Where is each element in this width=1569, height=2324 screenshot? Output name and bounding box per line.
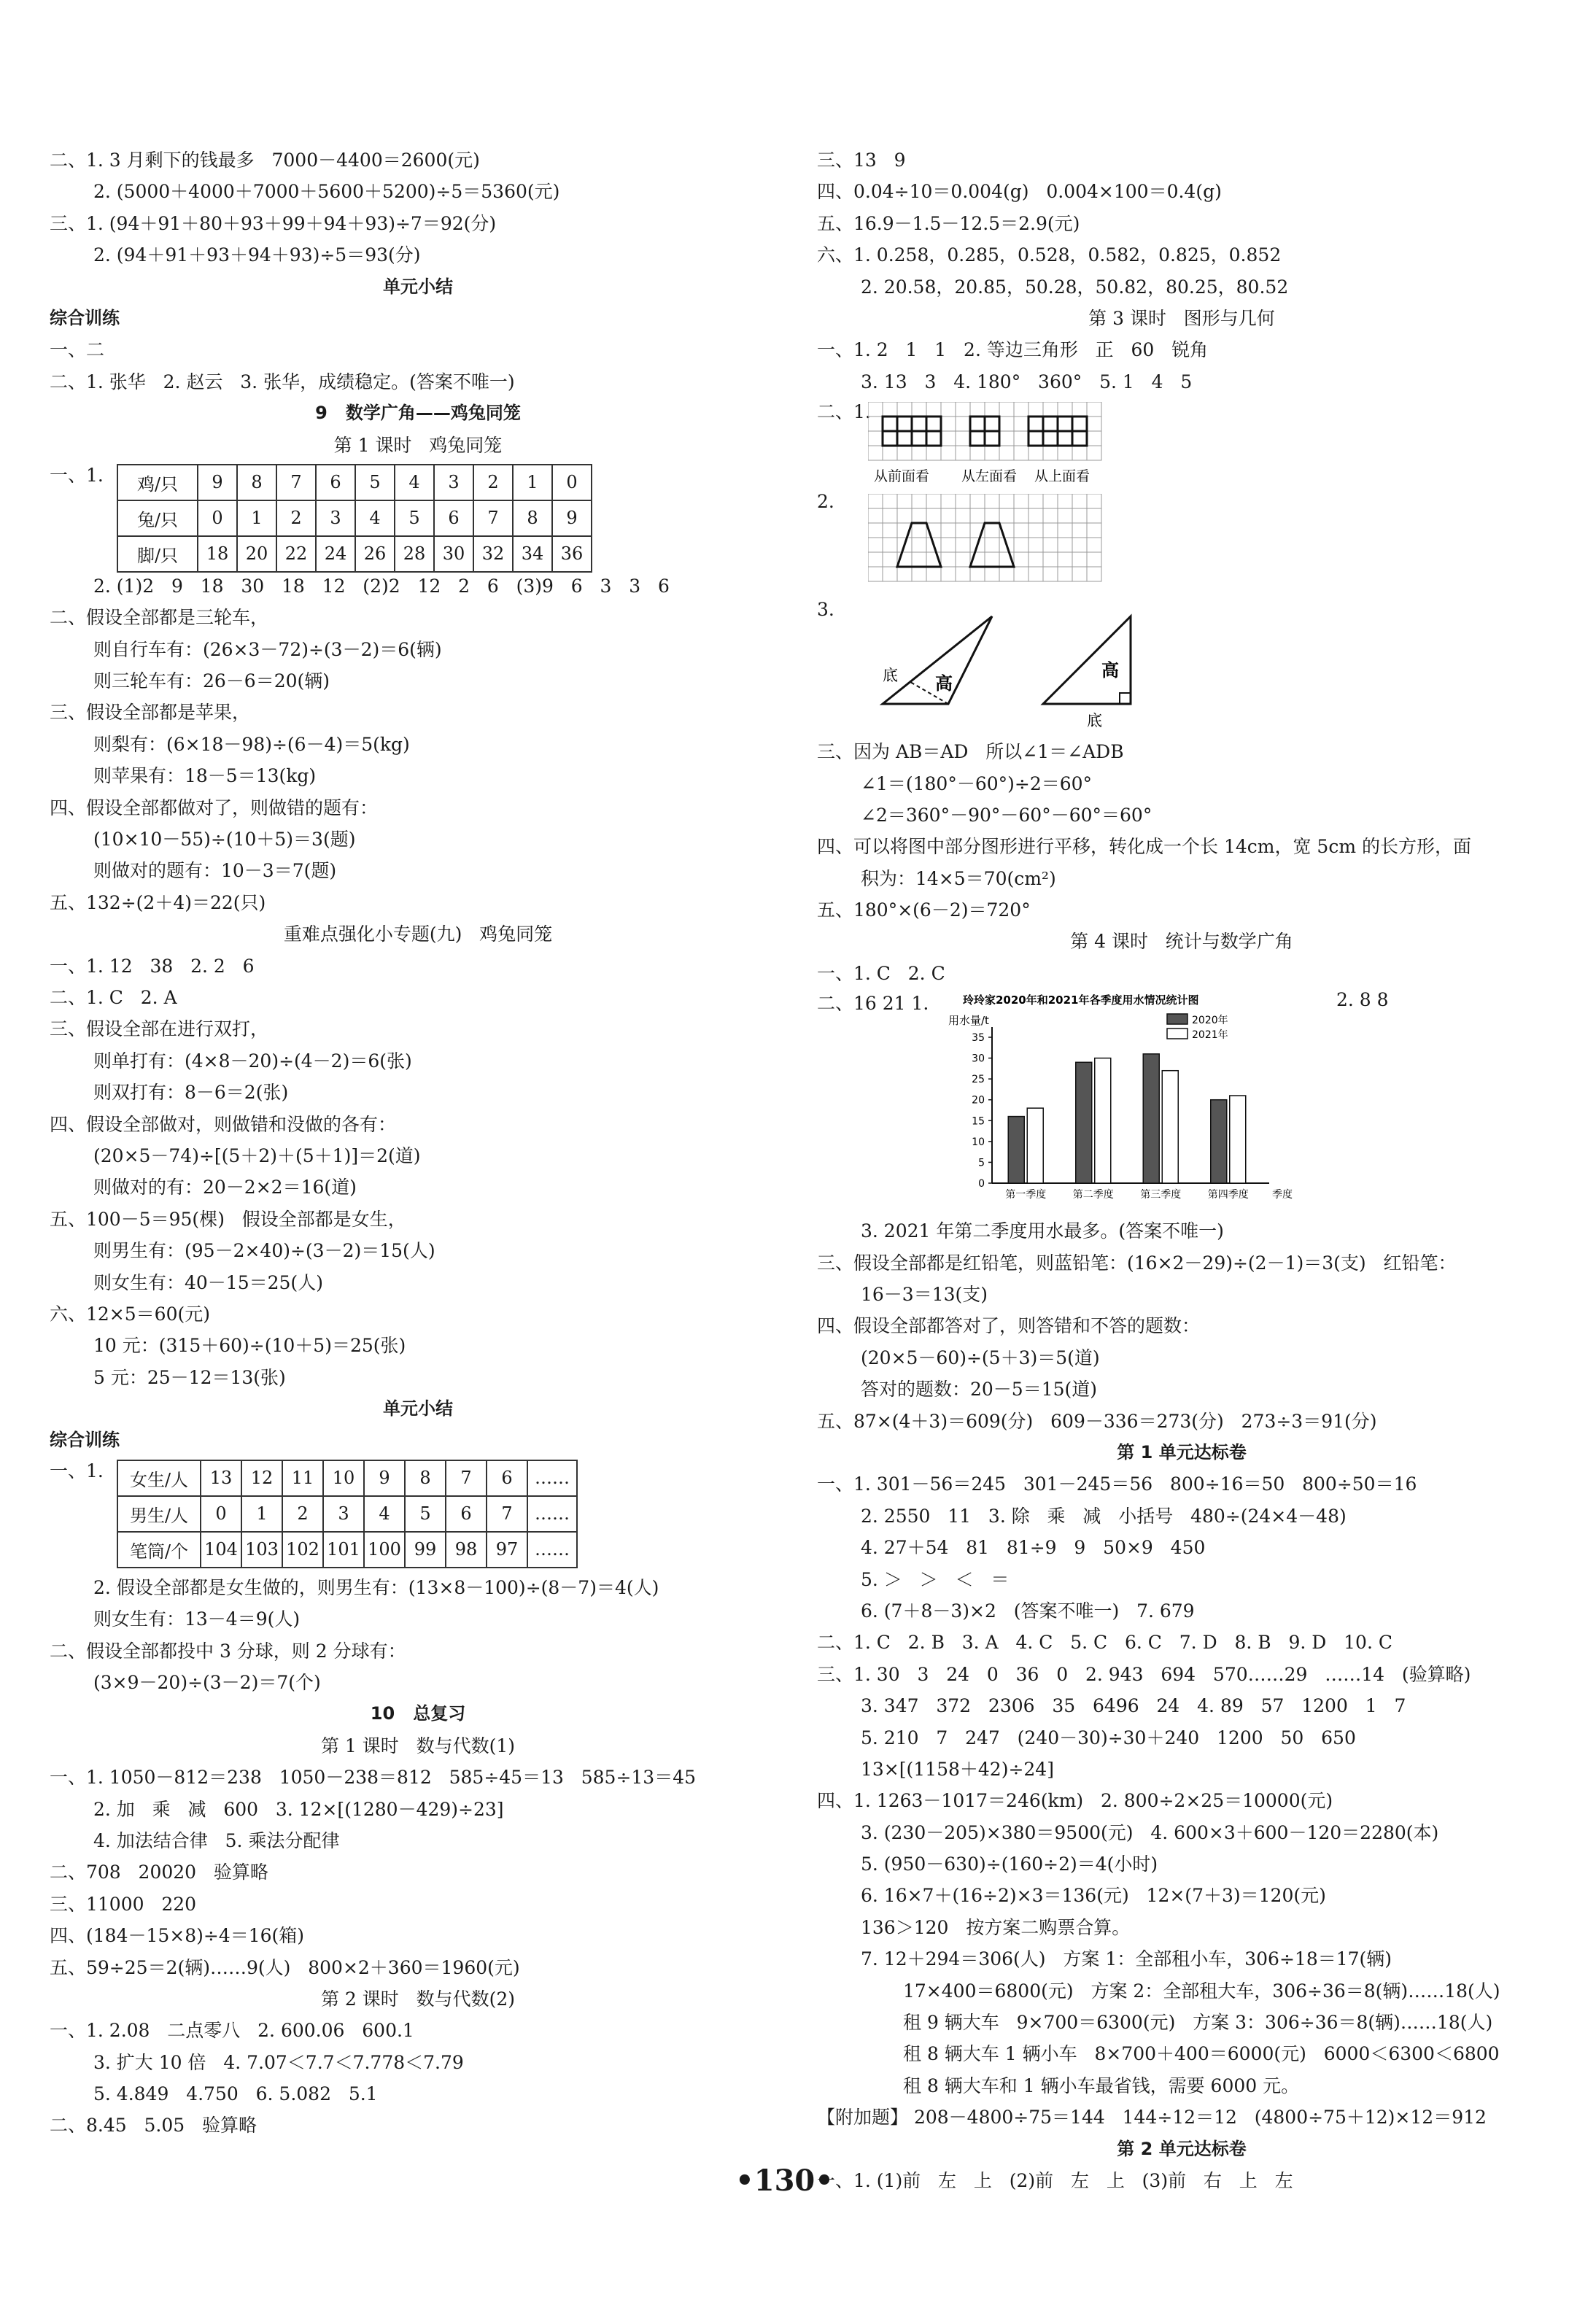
- lesson-heading: 第 4 课时 统计与数学广角: [1070, 931, 1293, 953]
- answer-line: 则梨有：(6×18－98)÷(6－4)＝5(kg): [93, 733, 410, 755]
- table-cell: 102: [282, 1532, 323, 1568]
- table-cell: 7: [446, 1460, 487, 1496]
- table-cell: 12: [241, 1460, 282, 1496]
- table-cell: 9: [364, 1460, 405, 1496]
- table-cell: 6: [434, 500, 473, 536]
- left-column: [50, 144, 786, 2142]
- answer-line: 3. (230－205)×380＝9500(元) 4. 600×3＋600－120＝2280(本): [861, 1821, 1439, 1843]
- answer-line: (10×10－55)÷(10＋5)＝3(题): [93, 829, 356, 851]
- lesson-heading: 重难点强化小专题(九) 鸡兔同笼: [283, 923, 553, 945]
- table-cell: 5: [355, 465, 395, 500]
- table-cell: 4: [355, 500, 395, 536]
- table-row: [117, 1460, 577, 1496]
- answer-line: 136＞120 按方案二购票合算。: [861, 1916, 1131, 1938]
- answer-line: 5. 4.849 4.750 6. 5.082 5.1: [93, 2083, 378, 2105]
- answer-line: 五、16.9－1.5－12.5＝2.9(元): [817, 212, 1080, 234]
- answer-line: 13×[(1158＋42)÷24]: [861, 1758, 1054, 1780]
- chart-block: [817, 989, 1546, 1215]
- chart-bar: [1143, 1054, 1159, 1183]
- answer-line: 二、8.45 5.05 验算略: [50, 2115, 257, 2137]
- table-cell: 26: [355, 536, 395, 572]
- answer-line: 3. 2021 年第二季度用水最多。(答案不唯一): [861, 1220, 1224, 1242]
- table-cell: 2: [473, 465, 513, 500]
- row-header-cell: 脚/只: [117, 536, 198, 572]
- lesson-heading: 第 2 课时 数与代数(2): [320, 1988, 516, 2010]
- answer-line: 五、180°×(6－2)＝720°: [817, 899, 1031, 921]
- table-cell: 11: [282, 1460, 323, 1496]
- chart-bar: [1027, 1108, 1043, 1183]
- answer-line: 四、0.04÷10＝0.004(g) 0.004×100＝0.4(g): [817, 181, 1222, 203]
- table-cell: 1: [513, 465, 552, 500]
- table-cell: 2: [276, 500, 316, 536]
- answer-line: 则男生有：(95－2×40)÷(3－2)＝15(人): [93, 1240, 435, 1262]
- section-heading: 综合训练: [50, 1430, 120, 1451]
- table-cell: 6: [487, 1460, 527, 1496]
- answer-line: 四、1. 1263－1017＝246(km) 2. 800÷2×25＝10000(元): [817, 1790, 1333, 1812]
- answer-line: 三、假设全部在进行双打，: [50, 1018, 269, 1040]
- chart-legend-swatch: [1167, 1029, 1188, 1039]
- answer-line: 则苹果有：18－5＝13(kg): [93, 765, 317, 787]
- table-cell: 104: [201, 1532, 241, 1568]
- chapter-heading: 10 总复习: [370, 1703, 466, 1724]
- chart-bar: [1162, 1071, 1178, 1183]
- chart-y-tick-label: 5: [978, 1157, 985, 1169]
- table-cell: 8: [237, 465, 276, 500]
- chart-y-tick-label: 35: [972, 1032, 985, 1045]
- answer-line: 5. ＞ ＞ ＜ ＝: [861, 1568, 1010, 1590]
- answer-line: 五、87×(4＋3)＝609(分) 609－336＝273(分) 273÷3＝91(分): [817, 1410, 1377, 1432]
- answer-line: 二、假设全部都投中 3 分球，则 2 分球有：: [50, 1640, 406, 1662]
- answer-line: ∠2＝360°－90°－60°－60°＝60°: [861, 804, 1152, 826]
- table-cell: 6: [446, 1496, 487, 1532]
- chart-y-tick-label: 10: [972, 1136, 985, 1149]
- table-cell: 98: [446, 1532, 487, 1568]
- answer-line: 则女生有：40－15＝25(人): [93, 1271, 323, 1293]
- chart-bar: [1076, 1063, 1092, 1184]
- right-angle-mark: [1120, 693, 1131, 704]
- table-row: [117, 500, 592, 536]
- table-cell: 3: [323, 1496, 364, 1532]
- chart-bar: [1008, 1117, 1024, 1183]
- answer-line: ∠1＝(180°－60°)÷2＝60°: [861, 772, 1093, 794]
- chicken-rabbit-table: [117, 464, 592, 573]
- table-cell: 0: [201, 1496, 241, 1532]
- answer-line: 四、假设全部都答对了，则答错和不答的题数：: [817, 1315, 1201, 1337]
- question-label: 一、1.: [50, 1460, 104, 1481]
- answer-line: 2. 加 乘 减 600 3. 12×[(1280－429)÷23]: [93, 1798, 504, 1820]
- table-cell: 7: [473, 500, 513, 536]
- answer-line: 四、假设全部都做对了，则做错的题有：: [50, 797, 379, 818]
- table-cell: 36: [552, 536, 592, 572]
- answer-line: 则女生有：13－4＝9(人): [93, 1608, 301, 1630]
- trapezoid-grid-svg: [868, 494, 1109, 589]
- lesson-heading: 第 1 课时 鸡兔同笼: [333, 434, 503, 456]
- triangle-label: 高: [1101, 660, 1119, 681]
- answer-line: 则三轮车有：26－6＝20(辆): [93, 670, 330, 692]
- chart-legend-label: 2021年: [1192, 1029, 1228, 1042]
- answer-line: 【附加题】 208－4800÷75＝144 144÷12＝12 (4800÷75＋12)×12＝912: [817, 2107, 1487, 2129]
- answer-line: 一、1. 12 38 2. 2 6: [50, 955, 255, 977]
- table-cell: 3: [434, 465, 473, 500]
- chart-xlabel: 季度: [1272, 1189, 1293, 1201]
- answer-line: 一、1. 2 1 1 2. 等边三角形 正 60 锐角: [817, 339, 1209, 361]
- table-cell: 2: [282, 1496, 323, 1532]
- table-cell: 8: [405, 1460, 446, 1496]
- question-label: 2.: [817, 491, 834, 513]
- view-shapes: [883, 417, 1087, 446]
- answer-line: 二、1. C 2. A: [50, 986, 177, 1008]
- table-block: [50, 461, 786, 570]
- answer-line: 四、可以将图中部分图形进行平移，转化成一个长 14cm，宽 5cm 的长方形，面: [817, 836, 1471, 858]
- answer-line: 2. 2550 11 3. 除 乘 减 小括号 480÷(24×4－48): [861, 1505, 1347, 1527]
- table-cell: 103: [241, 1532, 282, 1568]
- answer-line: 二、1. C 2. B 3. A 4. C 5. C 6. C 7. D 8. B 9. D 10. C: [817, 1632, 1392, 1654]
- chart-y-tick-label: 25: [972, 1074, 985, 1086]
- trapezoid-figure: [817, 491, 1546, 599]
- chart-title: 玲玲家2020年和2021年各季度用水情况统计图: [963, 993, 1199, 1007]
- table-cell: ……: [527, 1460, 577, 1496]
- answer-line: 5 元：25－12＝13(张): [93, 1366, 286, 1388]
- answer-line: 四、假设全部做对，则做错和没做的各有：: [50, 1113, 397, 1135]
- students-penholder-table: [117, 1460, 578, 1568]
- table-block: [50, 1457, 786, 1572]
- table-row: [117, 465, 592, 500]
- answer-line: 三、11000 220: [50, 1893, 197, 1915]
- answer-line: 四、(184－15×8)÷4＝16(箱): [50, 1925, 305, 1947]
- answer-line: 二、16 21 1.: [817, 993, 929, 1015]
- table-cell: 24: [316, 536, 355, 572]
- table-cell: 13: [201, 1460, 241, 1496]
- table-cell: 4: [364, 1496, 405, 1532]
- table-cell: 34: [513, 536, 552, 572]
- page-number: •130•: [735, 2164, 834, 2198]
- chart-x-tick-label: 第四季度: [1207, 1189, 1249, 1201]
- answer-line: 租 8 辆大车 1 辆小车 8×700＋400＝6000(元) 6000＜6300＜6800: [903, 2043, 1500, 2065]
- answer-line: 则做对的题有：10－3＝7(题): [93, 860, 337, 882]
- table-row: [117, 536, 592, 572]
- answer-line: (20×5－74)÷[(5＋2)＋(5＋1)]＝2(道): [93, 1144, 421, 1166]
- lesson-heading: 第 1 课时 数与代数(1): [320, 1735, 516, 1756]
- section-heading: 第 2 单元达标卷: [1117, 2138, 1247, 2159]
- table-cell: 18: [198, 536, 237, 572]
- table-cell: 5: [405, 1496, 446, 1532]
- three-views-figure: [817, 398, 1546, 491]
- triangle-label: 底: [1087, 712, 1102, 730]
- answer-line: 二、1. 3 月剩下的钱最多 7000－4400＝2600(元): [50, 150, 480, 171]
- table-cell: 97: [487, 1532, 527, 1568]
- row-header-cell: 笔筒/个: [117, 1532, 201, 1568]
- answer-line: 五、59÷25＝2(辆)……9(人) 800×2＋360＝1960(元): [50, 1956, 520, 1978]
- table-cell: 1: [241, 1496, 282, 1532]
- view-caption-front: 从前面看: [874, 468, 930, 485]
- question-label: 二、1.: [817, 401, 871, 423]
- chart-legend-swatch: [1167, 1014, 1188, 1024]
- table-cell: 7: [276, 465, 316, 500]
- answer-line: 6. 16×7＋(16÷2)×3＝136(元) 12×(7＋3)＝120(元): [861, 1885, 1326, 1907]
- answer-line: 六、12×5＝60(元): [50, 1303, 210, 1325]
- chart-x-tick-label: 第一季度: [1005, 1189, 1047, 1201]
- table-cell: ……: [527, 1532, 577, 1568]
- answer-line: 5. (950－630)÷(160÷2)＝4(小时): [861, 1854, 1158, 1875]
- answer-line: 五、132÷(2＋4)＝22(只): [50, 891, 266, 913]
- answer-line: 16－3＝13(支): [861, 1284, 988, 1306]
- answer-line: 2. (5000＋4000＋7000＋5600＋5200)÷5＝5360(元): [93, 181, 560, 203]
- answer-line: 4. 27＋54 81 81÷9 9 50×9 450: [861, 1537, 1206, 1559]
- chart-bar: [1095, 1058, 1111, 1183]
- answer-line: 3. 13 3 4. 180° 360° 5. 1 4 5: [861, 371, 1193, 392]
- table-cell: 10: [323, 1460, 364, 1496]
- answer-line: 三、1. (94＋91＋80＋93＋99＋94＋93)÷7＝92(分): [50, 212, 497, 234]
- table-cell: 9: [552, 500, 592, 536]
- answer-line: 六、1. 0.258，0.285，0.528，0.582，0.825，0.852: [817, 244, 1282, 266]
- row-header-cell: 男生/人: [117, 1496, 201, 1532]
- answer-line: 二、1. 张华 2. 赵云 3. 张华，成绩稳定。(答案不唯一): [50, 371, 515, 392]
- chart-x-tick-label: 第三季度: [1140, 1189, 1182, 1201]
- answer-line: 则双打有：8－6＝2(张): [93, 1082, 289, 1104]
- triangle-label: 底: [883, 667, 898, 685]
- answer-line: 一、1. C 2. C: [817, 962, 945, 984]
- table-cell: 22: [276, 536, 316, 572]
- table-cell: 0: [552, 465, 592, 500]
- answer-line: 三、因为 AB＝AD 所以∠1＝∠ADB: [817, 741, 1124, 763]
- answer-line: 2. 假设全部都是女生做的，则男生有：(13×8－100)÷(8－7)＝4(人): [93, 1576, 659, 1598]
- answer-line: 三、假设全部都是红铅笔，则蓝铅笔：(16×2－29)÷(2－1)＝3(支) 红铅笔：: [817, 1252, 1457, 1274]
- answer-line: (3×9－20)÷(3－2)＝7(个): [93, 1672, 321, 1694]
- row-header-cell: 兔/只: [117, 500, 198, 536]
- answer-line: 一、1. (1)前 左 上 (2)前 左 上 (3)前 右 上 左: [817, 2169, 1293, 2191]
- table-cell: 1: [237, 500, 276, 536]
- chart-y-tick-label: 0: [978, 1178, 985, 1190]
- lesson-heading: 第 3 课时 图形与几何: [1088, 307, 1275, 329]
- answer-line: 5. 210 7 247 (240－30)÷30＋240 1200 50 650: [861, 1727, 1356, 1748]
- table-cell: 30: [434, 536, 473, 572]
- row-header-cell: 女生/人: [117, 1460, 201, 1496]
- answer-line: 3. 347 372 2306 35 6496 24 4. 89 57 1200 1 7: [861, 1695, 1406, 1717]
- answer-line: 一、1. 301－56＝245 301－245＝56 800÷16＝50 800÷50＝16: [817, 1473, 1417, 1495]
- answer-line: 三、13 9: [817, 150, 906, 171]
- answer-line: 租 9 辆大车 9×700＝6300(元) 方案 3：306÷36＝8(辆)……18(人): [903, 2012, 1493, 2034]
- table-cell: 7: [487, 1496, 527, 1532]
- chart-bar: [1230, 1096, 1246, 1183]
- water-usage-chart: [948, 992, 1328, 1211]
- answer-line: 10 元：(315＋60)÷(10＋5)＝25(张): [93, 1335, 406, 1357]
- answer-line: 2. (1)2 9 18 30 18 12 (2)2 12 2 6 (3)9 6 3 3 6: [93, 575, 670, 597]
- table-cell: 0: [198, 500, 237, 536]
- question-label: 一、1.: [50, 464, 104, 486]
- section-heading: 单元小结: [383, 276, 453, 297]
- chart-y-tick-label: 20: [972, 1094, 985, 1107]
- triangles-svg: [868, 609, 1174, 733]
- chart-legend-label: 2020年: [1192, 1015, 1228, 1027]
- triangle-height-figure: [817, 599, 1546, 736]
- answer-line: 2. 8 8: [1336, 989, 1389, 1011]
- answer-line: 积为：14×5＝70(cm²): [861, 867, 1056, 889]
- question-label: 3.: [817, 599, 834, 621]
- chart-x-tick-label: 第二季度: [1072, 1189, 1114, 1201]
- table-cell: 28: [395, 536, 434, 572]
- view-caption-top: 从上面看: [1034, 468, 1090, 485]
- right-column: [817, 144, 1546, 2196]
- views-grid-svg: [868, 402, 1174, 489]
- answer-line: 五、100－5＝95(棵) 假设全部都是女生，: [50, 1208, 406, 1230]
- table-cell: 4: [395, 465, 434, 500]
- table-cell: 100: [364, 1532, 405, 1568]
- table-cell: 9: [198, 465, 237, 500]
- answer-line: (20×5－60)÷(5＋3)＝5(道): [861, 1347, 1100, 1368]
- table-cell: ……: [527, 1496, 577, 1532]
- answer-line: 则做对的有：20－2×2＝16(道): [93, 1177, 357, 1198]
- answer-line: 2. 20.58，20.85，50.28，50.82，80.25，80.52: [861, 276, 1289, 298]
- table-cell: 8: [513, 500, 552, 536]
- table-cell: 6: [316, 465, 355, 500]
- answer-line: 2. (94＋91＋93＋94＋93)÷5＝93(分): [93, 244, 421, 266]
- section-heading: 第 1 单元达标卷: [1117, 1441, 1247, 1463]
- triangle-label: 高: [935, 673, 953, 694]
- chart-bar: [1211, 1100, 1227, 1183]
- table-row: [117, 1532, 577, 1568]
- answer-line: 三、1. 30 3 24 0 36 0 2. 943 694 570……29 ……14 (验算略): [817, 1663, 1471, 1685]
- answer-line: 3. 扩大 10 倍 4. 7.07＜7.7＜7.778＜7.79: [93, 2051, 464, 2073]
- answer-line: 答对的题数：20－5＝15(道): [861, 1379, 1098, 1401]
- chart-y-tick-label: 30: [972, 1053, 985, 1065]
- answer-line: 6. (7＋8－3)×2 (答案不唯一) 7. 679: [861, 1600, 1195, 1622]
- answer-line: 4. 加法结合律 5. 乘法分配律: [93, 1829, 340, 1851]
- table-cell: 32: [473, 536, 513, 572]
- answer-line: 17×400＝6800(元) 方案 2：全部租大车，306÷36＝8(辆)……18(人): [903, 1980, 1500, 2002]
- section-heading: 综合训练: [50, 307, 120, 328]
- table-cell: 3: [316, 500, 355, 536]
- table-cell: 101: [323, 1532, 364, 1568]
- answer-line: 则自行车有：(26×3－72)÷(3－2)＝6(辆): [93, 638, 442, 660]
- answer-line: 二、708 20020 验算略: [50, 1862, 268, 1883]
- answer-line: 一、二: [50, 339, 105, 361]
- table-cell: 20: [237, 536, 276, 572]
- row-header-cell: 鸡/只: [117, 465, 198, 500]
- grid-background: [868, 494, 1101, 581]
- chart-ylabel: 用水量/t: [948, 1014, 989, 1028]
- answer-line: 一、1. 1050－812＝238 1050－238＝812 585÷45＝13 585÷13＝45: [50, 1767, 697, 1789]
- answer-line: 7. 12＋294＝306(人) 方案 1：全部租小车，306÷18＝17(辆): [861, 1948, 1392, 1970]
- answer-line: 一、1. 2.08 二点零八 2. 600.06 600.1: [50, 2020, 414, 2042]
- answer-line: 二、假设全部都是三轮车，: [50, 607, 269, 629]
- chapter-heading: 9 数学广角——鸡兔同笼: [315, 403, 521, 424]
- answer-line: 则单打有：(4×8－20)÷(4－2)＝6(张): [93, 1050, 412, 1072]
- answer-line: 三、假设全部都是苹果，: [50, 702, 251, 724]
- view-caption-left: 从左面看: [961, 468, 1018, 485]
- section-heading: 单元小结: [383, 1398, 453, 1419]
- table-cell: 5: [395, 500, 434, 536]
- chart-y-tick-label: 15: [972, 1115, 985, 1128]
- table-cell: 99: [405, 1532, 446, 1568]
- table-row: [117, 1496, 577, 1532]
- answer-line: 租 8 辆大车和 1 辆小车最省钱，需要 6000 元。: [903, 2075, 1300, 2096]
